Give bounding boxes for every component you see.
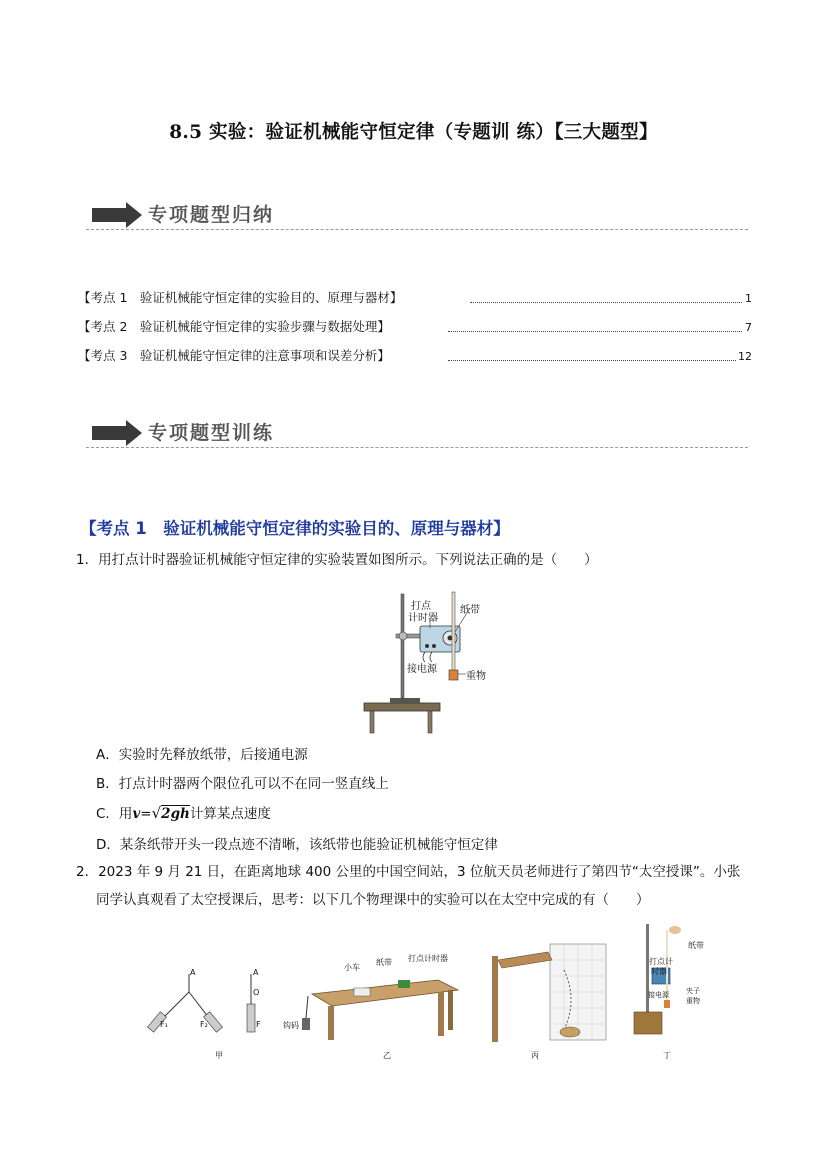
fig1-label-weight: 重物 [466, 671, 486, 682]
figure-bing [478, 940, 608, 1050]
option-c-suffix: 计算某点速度 [189, 806, 271, 822]
fig-ding-label-timer-a: 打点计 [649, 957, 673, 966]
fig-ding-label-clip: 夹子 [686, 987, 700, 995]
arrow-icon [92, 202, 142, 228]
fig-jia-label-f2: F₂ [200, 1020, 208, 1029]
question-1-option-c[interactable] [96, 802, 271, 822]
caption-bing: 丙 [531, 1051, 539, 1060]
fig-jia-label-a: A [190, 968, 196, 977]
figure-yi [298, 966, 460, 1044]
caption-ding: 丁 [663, 1051, 671, 1060]
arrow-icon [92, 420, 142, 446]
question-2-stem-line2: 同学认真观看了太空授课后，思考：以下几个物理课中的实验可以在太空中完成的有（ ） [96, 892, 650, 908]
fig-jia-label-a2: A [253, 968, 259, 977]
fig-yi-label-hook: 钩码 [283, 1021, 299, 1030]
fig-ding-label-power: 接电源 [648, 991, 669, 999]
banner-summary [92, 198, 748, 234]
option-c-prefix: C．用 [96, 806, 133, 822]
fig-ding-label-weight: 重物 [686, 997, 700, 1005]
banner-training-text: 专项题型训练 [148, 422, 275, 444]
section-heading: 【考点 1 验证机械能守恒定律的实验目的、原理与器材】 [80, 519, 510, 538]
fig-jia-label-f1: F₁ [160, 1020, 168, 1029]
fig1-label-tape: 纸带 [460, 605, 480, 616]
question-1-option-d[interactable]: D．某条纸带开头一段点迹不清晰，该纸带也能验证机械能守恒定律 [96, 837, 498, 853]
toc-item-page: 7 [745, 321, 752, 334]
fig-jia-label-o: O [253, 988, 260, 997]
figure-ding [626, 920, 686, 1042]
fig-yi-label-car: 小车 [344, 963, 360, 972]
caption-yi: 乙 [383, 1051, 391, 1060]
toc-item[interactable] [78, 319, 752, 348]
question-1-option-b[interactable]: B．打点计时器两个限位孔可以不在同一竖直线上 [96, 776, 389, 792]
question-1-option-a[interactable]: A．实验时先释放纸带，后接通电源 [96, 747, 308, 763]
toc-item[interactable] [78, 348, 752, 377]
banner-training [92, 416, 748, 452]
sqrt-icon: √ [151, 804, 162, 822]
fig1-label-power: 接电源 [407, 664, 437, 675]
option-c-formula-v: v [132, 806, 141, 822]
toc-item[interactable] [78, 290, 752, 319]
question-2-stem-line1: 2．2023 年 9 月 21 日，在距离地球 400 公里的中国空间站，3 位航天员老师进行了第四节“太空授课”。小张 [76, 864, 741, 880]
banner-summary-text: 专项题型归纳 [148, 204, 275, 226]
fig-yi-label-tape: 纸带 [376, 958, 392, 967]
fig-yi-label-timer: 打点计时器 [408, 954, 448, 963]
fig-ding-label-timer-b: 时器 [651, 967, 667, 976]
toc-item-page: 1 [745, 292, 752, 305]
question-1-stem: 1．用打点计时器验证机械能守恒定律的实验装置如图所示。下列说法正确的是（ ） [76, 552, 598, 568]
option-c-formula-eq: = [140, 806, 152, 822]
fig1-label-timer1: 打点 [411, 601, 431, 612]
fig-jia-label-f: F [256, 1020, 261, 1029]
fig-ding-label-tape: 纸带 [688, 941, 704, 950]
toc-item-label[interactable]: 【考点 3 验证机械能守恒定律的注意事项和误差分析】 [78, 348, 390, 363]
fig1-label-timer2: 计时器 [408, 613, 438, 624]
caption-jia: 甲 [215, 1051, 223, 1060]
page-title: 8.5 实验：验证机械能守恒定律（专题训 练）【三大题型】 [169, 122, 658, 143]
toc-item-label[interactable]: 【考点 2 验证机械能守恒定律的实验步骤与数据处理】 [78, 319, 390, 334]
table-of-contents [78, 290, 752, 377]
option-c-formula-root: 2gh [161, 806, 190, 822]
toc-item-page: 12 [738, 350, 752, 363]
toc-item-label[interactable]: 【考点 1 验证机械能守恒定律的实验目的、原理与器材】 [78, 290, 403, 305]
